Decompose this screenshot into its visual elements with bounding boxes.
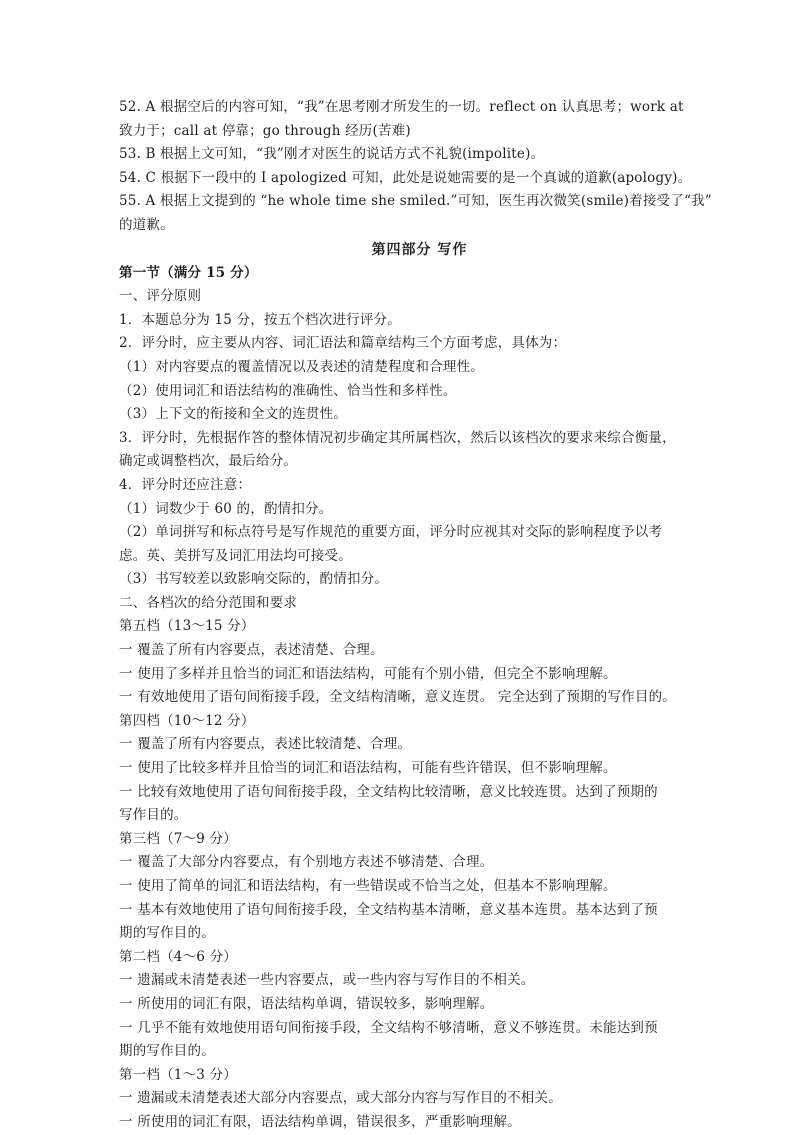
answer-line: 53. B 根据上文可知，“我”刚才对医生的说话方式不礼貌(impolite)。 — [119, 146, 545, 163]
grade-criterion: 期的写作目的。 — [119, 925, 215, 942]
scoring-principles — [119, 285, 720, 615]
grade-title: 第三档（7～9 分） — [119, 830, 237, 847]
grade-level-4 — [119, 710, 720, 828]
rule-line: （3）书写较差以致影响交际的，酌情扣分。 — [119, 571, 389, 588]
grade-criterion: 一 所使用的词汇有限，语法结构单调，错误较多，影响理解。 — [119, 995, 494, 1012]
grade-criterion: 一 几乎不能有效地使用语句间衔接手段，全文结构不够清晰，意义不够连贯。未能达到预 — [119, 1019, 658, 1036]
rule-line: 4．评分时还应注意： — [119, 476, 252, 493]
grade-criterion: 一 使用了简单的词汇和语法结构，有一些错误或不恰当之处，但基本不影响理解。 — [119, 878, 617, 894]
rule-line: 确定或调整档次，最后给分。 — [119, 453, 298, 470]
grade-title: 第五档（13～15 分） — [119, 618, 255, 635]
answer-line: 54. C 根据下一段中的 I apologized 可知，此处是说她需要的是一个真诚的道歉(apology)。 — [119, 169, 692, 186]
grade-level-5 — [119, 615, 720, 709]
rule-line: （3）上下文的衔接和全文的连贯性。 — [119, 406, 347, 423]
rule-line: 3．评分时，先根据作答的整体情况初步确定其所属档次，然后以该档次的要求来综合衡量， — [119, 429, 676, 446]
grade-criterion: 一 覆盖了大部分内容要点，有个别地方表述不够清楚、合理。 — [119, 854, 494, 871]
grade-criterion: 一 覆盖了所有内容要点，表述比较清楚、合理。 — [119, 736, 412, 753]
subsection-title: 第一节（满分 15 分） — [119, 264, 258, 281]
grade-criterion: 一 遗漏或未清楚表述大部分内容要点，或大部分内容与写作目的不相关。 — [119, 1090, 562, 1107]
grade-level-2 — [119, 946, 720, 1064]
answer-line: 55. A 根据上文提到的 “he whole time she smiled.”可知，医生再次微笑(smile)着接受了“我” — [119, 193, 712, 210]
grade-level-3 — [119, 828, 720, 946]
rule-line: （1）词数少于 60 的，酌情扣分。 — [119, 500, 333, 517]
rule-line: 虑。英、美拼写及词汇用法均可接受。 — [119, 547, 352, 564]
rule-line: （1）对内容要点的覆盖情况以及表述的清楚程度和合理性。 — [119, 358, 484, 375]
section-title: 第四部分 写作 — [371, 241, 468, 258]
rule-line: 二、各档次的给分范围和要求 — [119, 594, 298, 611]
grade-title: 第四档（10～12 分） — [119, 712, 255, 729]
answer-explanations — [119, 96, 720, 238]
grade-criterion: 一 覆盖了所有内容要点，表述清楚、合理。 — [119, 642, 384, 659]
rule-line: 2．评分时，应主要从内容、词汇语法和篇章结构三个方面考虑，具体为： — [119, 335, 567, 352]
answer-line: 致力于；call at 停靠；go through 经历(苦难) — [119, 122, 411, 139]
rule-line: （2）单词拼写和标点符号是写作规范的重要方面，评分时应视其对交际的影响程度予以考 — [119, 524, 663, 541]
grade-criterion: 一 有效地使用了语句间衔接手段，全文结构清晰，意义连贯。 完全达到了预期的写作目的。 — [119, 689, 676, 706]
grade-criterion: 一 使用了多样并且恰当的词汇和语法结构，可能有个别小错，但完全不影响理解。 — [119, 665, 617, 682]
grade-criterion: 一 所使用的词汇有限，语法结构单调，错误很多，严重影响理解。 — [119, 1113, 521, 1130]
answer-line: 的道歉。 — [119, 216, 174, 233]
grade-criterion: 写作目的。 — [119, 807, 188, 824]
grade-level-1 — [119, 1064, 720, 1135]
grade-criterion: 一 比较有效地使用了语句间衔接手段，全文结构比较清晰，意义比较连贯。达到了预期的 — [119, 783, 658, 800]
grade-title: 第二档（4～6 分） — [119, 948, 237, 965]
grade-criterion: 一 使用了比较多样并且恰当的词汇和语法结构，可能有些许错误，但不影响理解。 — [119, 760, 617, 777]
grade-title: 第一档（1～3 分） — [119, 1066, 237, 1083]
rule-line: （2）使用词汇和语法结构的准确性、恰当性和多样性。 — [119, 382, 457, 399]
answer-line: 52. A 根据空后的内容可知，“我”在思考刚才所发生的一切。reflect on 认真思考；work at — [119, 99, 684, 115]
rule-line: 1．本题总分为 15 分，按五个档次进行评分。 — [119, 311, 401, 328]
grade-criterion: 期的写作目的。 — [119, 1043, 215, 1060]
rule-line: 一、评分原则 — [119, 288, 202, 305]
grade-criterion: 一 遗漏或未清楚表述一些内容要点，或一些内容与写作目的不相关。 — [119, 972, 535, 989]
grade-criterion: 一 基本有效地使用了语句间衔接手段，全文结构基本清晰，意义基本连贯。基本达到了预 — [119, 901, 658, 918]
